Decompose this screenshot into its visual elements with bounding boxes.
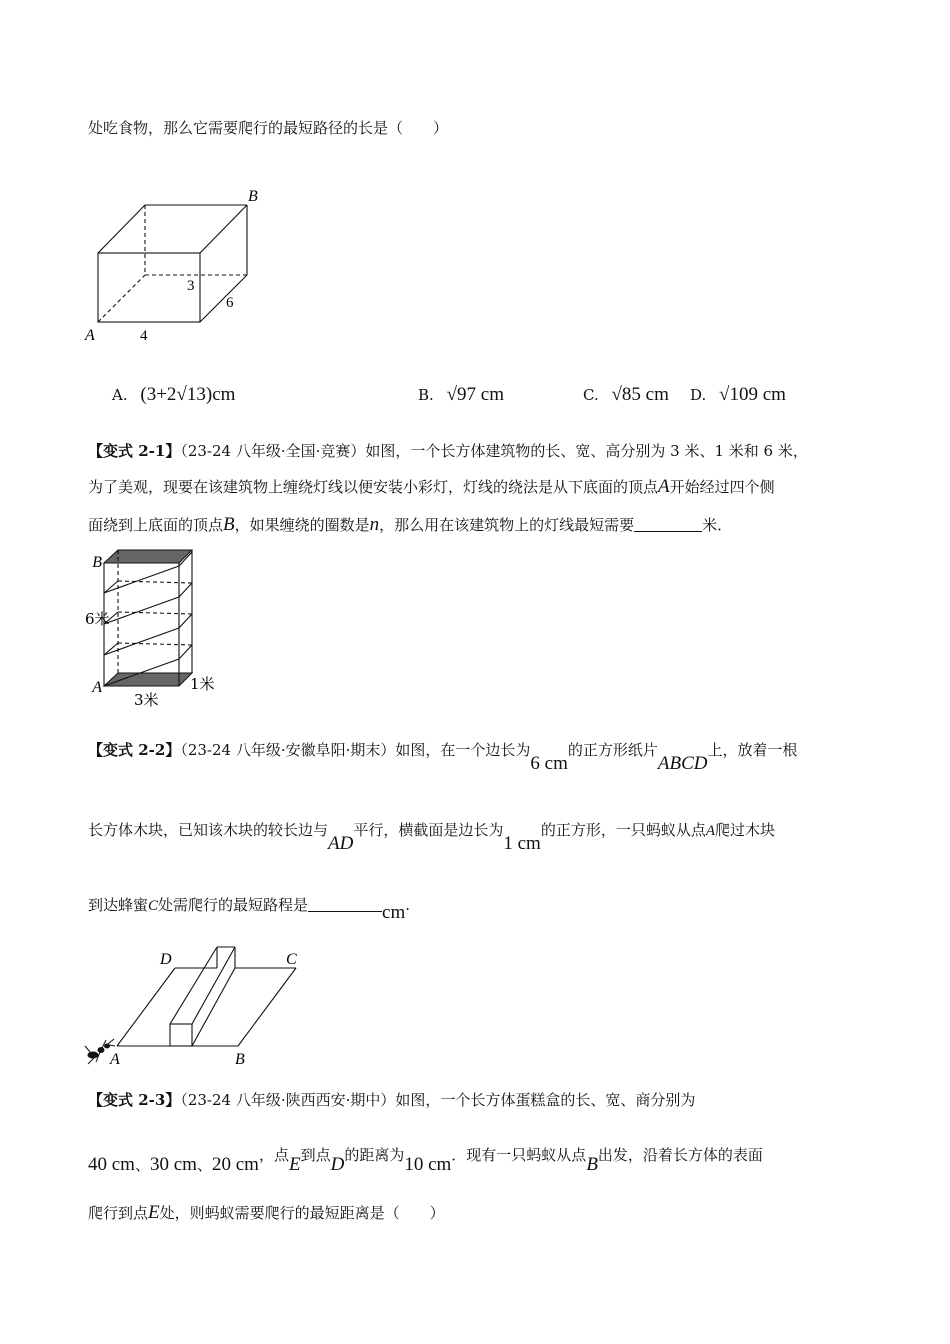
q23-point-e: E (288, 1154, 301, 1175)
q22-length-6cm: 6 cm (530, 753, 568, 774)
option-a-value: (3+2√13)cm (140, 384, 236, 405)
q22-text-1b: 的正方形纸片 (567, 741, 658, 759)
q21-line-1 (88, 441, 808, 461)
fig3-label-D: D (160, 951, 172, 968)
q23-text-2a: ，点 (258, 1146, 289, 1164)
q23-length-30cm: 30 cm (149, 1154, 197, 1175)
q23-length-10cm: 10 cm (404, 1154, 452, 1175)
intro-line: 处吃食物，那么它需要爬行的最短路径的长是（ ） (88, 119, 449, 137)
q23-sep-1: 、 (134, 1156, 150, 1174)
q23-length-20cm: 20 cm (211, 1154, 259, 1175)
fig2-label-1m: 1米 (190, 675, 215, 693)
q23-text-3a: 爬行到点 (88, 1204, 149, 1222)
q22-text-3b: 处需爬行的最短路程是 (158, 896, 309, 914)
q23-line-3 (88, 1203, 445, 1223)
option-b (418, 384, 504, 406)
fig3-label-C: C (286, 951, 297, 968)
fig1-label-3: 3 (187, 278, 195, 294)
option-a (112, 384, 235, 406)
q21-var-n: n (369, 514, 380, 535)
cuboid-front-face (98, 253, 200, 322)
option-c-value: √85 cm (611, 384, 669, 405)
figure-cuboid-1 (80, 180, 280, 350)
q22-unit-cm: cm (382, 902, 406, 923)
q22-text-2c: 的正方形，一只蚂蚁从点 (540, 821, 706, 839)
q23-sep-2: 、 (196, 1156, 212, 1174)
q22-tag: 【变式 2-2】 (88, 741, 181, 759)
q22-point-a: A (705, 823, 716, 839)
fig2-label-6m: 6米 (85, 610, 110, 628)
fig1-label-B: B (248, 188, 258, 205)
q22-line-1 (88, 740, 798, 774)
q23-length-40cm: 40 cm (88, 1154, 135, 1175)
q21-text-2a: 为了美观，现要在该建筑物上缠绕灯线以便安装小彩灯，灯线的绕法是从下底面的顶点 (88, 478, 659, 496)
q21-point-b: B (223, 514, 235, 535)
fig1-label-6: 6 (226, 295, 234, 311)
figure-wood-block (82, 942, 312, 1072)
q22-source: （23-24 八年级·安徽阜阳·期末） (180, 741, 396, 759)
q22-text-1c: 上，放着一根 (707, 741, 798, 759)
fig3-label-B: B (235, 1051, 245, 1068)
option-b-value: √97 cm (446, 384, 504, 405)
q22-end: . (405, 896, 411, 914)
q22-line-3 (88, 895, 411, 923)
q22-side-ad: AD (328, 833, 354, 854)
q21-text-2b: 开始经过四个侧 (669, 478, 775, 496)
q23-line-1 (88, 1090, 695, 1110)
q23-point-d: D (330, 1154, 345, 1175)
q21-point-a: A (658, 476, 670, 497)
option-d-letter: D. (690, 386, 707, 404)
q23-tag: 【变式 2-3】 (88, 1091, 181, 1109)
option-d (690, 384, 786, 406)
figure-building (82, 545, 232, 710)
q22-square-abcd: ABCD (657, 753, 708, 774)
q22-text-3a: 到达蜂蜜 (88, 896, 149, 914)
option-a-letter: A. (112, 386, 128, 404)
q22-answer-blank[interactable] (308, 897, 382, 912)
q22-point-c: C (148, 898, 159, 914)
q21-line-2 (88, 477, 775, 497)
q21-tag: 【变式 2-1】 (88, 442, 181, 460)
q22-text-2b: 平行，横截面是边长为 (353, 821, 504, 839)
q21-text-3a: 面绕到上底面的顶点 (88, 516, 224, 534)
q23-text-1: 如图，一个长方体蛋糕盒的长、宽、商分别为 (395, 1091, 696, 1109)
fig1-label-A: A (85, 327, 95, 344)
q23-text-2b: 到点 (300, 1146, 331, 1164)
q23-point-b: B (586, 1154, 598, 1175)
fig3-label-A: A (110, 1051, 120, 1068)
q22-text-1a: 如图，在一个边长为 (395, 741, 531, 759)
q21-text-3d: 米． (702, 516, 733, 534)
fig2-label-B: B (92, 554, 102, 571)
q21-line-3 (88, 515, 732, 535)
q21-text-3b: ，如果缠绕的圈数是 (234, 516, 370, 534)
q23-line-2 (88, 1145, 763, 1175)
q21-source: （23-24 八年级·全国·竞赛） (180, 442, 366, 460)
q22-text-2a: 长方体木块，已知该木块的较长边与 (88, 821, 329, 839)
q23-text-2e: 出发，沿着长方体的表面 (597, 1146, 763, 1164)
q21-text-3c: ，那么用在该建筑物上的灯线最短需要 (379, 516, 635, 534)
fig2-label-3m: 3米 (134, 691, 159, 709)
q23-point-e-2: E (148, 1202, 160, 1223)
option-d-value: √109 cm (719, 384, 786, 405)
q23-text-2c: 的距离为 (344, 1146, 405, 1164)
option-c-letter: C. (583, 386, 599, 404)
q21-answer-blank[interactable] (634, 517, 702, 532)
option-b-letter: B. (418, 386, 434, 404)
q23-text-3b: 处，则蚂蚁需要爬行的最短距离是（ ） (159, 1204, 445, 1222)
fig2-label-A: A (92, 679, 102, 696)
q23-source: （23-24 八年级·陕西西安·期中） (180, 1091, 396, 1109)
q22-line-2 (88, 820, 776, 854)
q21-text-1: 如图，一个长方体建筑物的长、宽、高分别为 3 米、1 米和 6 米， (365, 442, 808, 460)
option-c (583, 384, 669, 406)
fig1-label-4: 4 (140, 328, 148, 344)
q22-length-1cm: 1 cm (503, 833, 541, 854)
q22-text-2d: 爬过木块 (715, 821, 776, 839)
q23-text-2d: ．现有一只蚂蚁从点 (451, 1146, 587, 1164)
